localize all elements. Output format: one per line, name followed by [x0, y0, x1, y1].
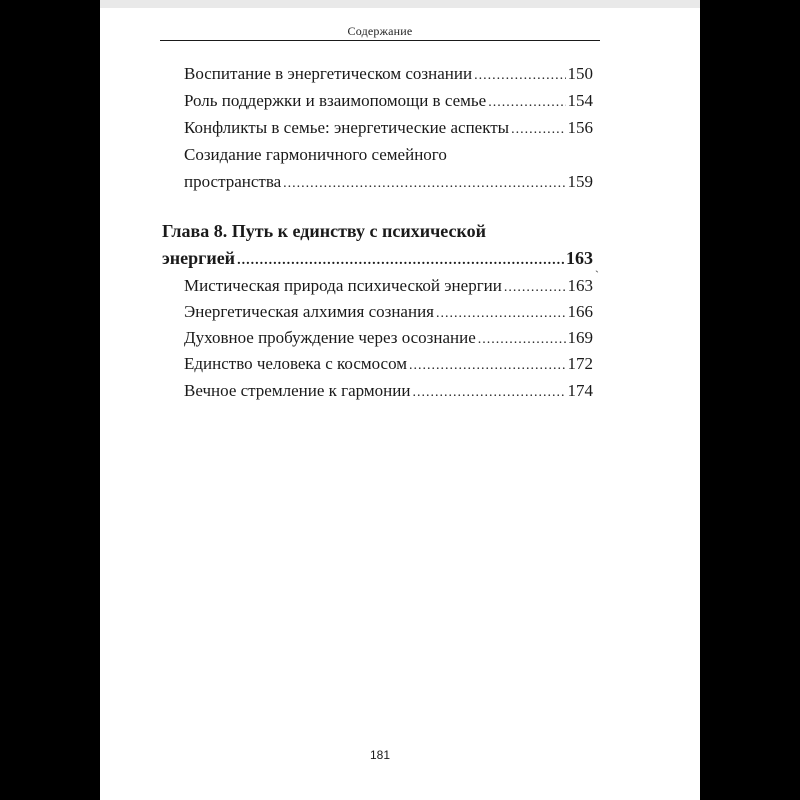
toc-entry-title: Конфликты в семье: энергетические аспекты — [184, 118, 510, 137]
toc-leader-dots — [474, 66, 565, 86]
chapter-title-line1: Глава 8. Путь к единству с психической — [162, 221, 486, 241]
toc-entry-page: 174 — [567, 381, 593, 400]
chapter-page: 163 — [566, 248, 593, 268]
toc-entry — [184, 354, 593, 376]
toc-entry-page: 166 — [567, 302, 593, 321]
toc-entry — [184, 276, 593, 298]
toc-entry-title: Энергетическая алхимия сознания — [184, 302, 434, 321]
toc-entry-title: Воспитание в энергетическом сознании — [184, 64, 473, 83]
toc-entry — [184, 145, 593, 165]
left-scan-border — [0, 0, 100, 800]
toc-entry-title: Роль поддержки и взаимопомощи в семье — [184, 91, 487, 110]
scan-mark: ˎ — [595, 259, 599, 273]
toc-entry-page: 156 — [567, 118, 593, 137]
toc-entry — [184, 64, 593, 86]
toc-entry — [184, 118, 593, 140]
toc-entry — [184, 91, 593, 113]
top-page-edge — [100, 0, 700, 8]
toc-entry — [184, 302, 593, 324]
chapter-heading — [162, 221, 593, 241]
toc-leader-dots — [283, 174, 565, 194]
toc-entry-page: 172 — [567, 354, 593, 373]
toc-entry-title: Мистическая природа психической энергии — [184, 276, 502, 295]
toc-leader-dots — [436, 304, 566, 324]
toc-entry-page: 154 — [567, 91, 593, 110]
toc-entry-title: Созидание гармоничного семейного — [184, 145, 447, 164]
toc-entry-title: пространства — [184, 172, 282, 191]
toc-entry — [184, 328, 593, 350]
toc-leader-dots — [488, 93, 565, 113]
right-scan-border — [700, 0, 800, 800]
chapter-title-line2: энергией — [162, 248, 236, 268]
toc-leader-dots — [504, 278, 566, 298]
toc-entry-title: Единство человека с космосом — [184, 354, 408, 373]
toc-leader-dots — [237, 251, 564, 271]
page-number: 181 — [369, 748, 391, 762]
toc-entry — [184, 172, 593, 194]
toc-leader-dots — [478, 330, 566, 350]
header-rule — [160, 40, 600, 41]
toc-entry-page: 169 — [567, 328, 593, 347]
toc-entry-title: Духовное пробуждение через осознание — [184, 328, 476, 347]
toc-leader-dots — [412, 383, 565, 403]
toc-leader-dots — [511, 120, 565, 140]
running-header: Содержание — [347, 24, 413, 38]
toc-entry-page: 163 — [567, 276, 593, 295]
toc-entry-page: 150 — [567, 64, 593, 83]
toc-leader-dots — [409, 356, 565, 376]
chapter-heading-continued — [162, 248, 593, 271]
toc-entry-page: 159 — [567, 172, 593, 191]
toc-entry — [184, 381, 593, 403]
toc-entry-title: Вечное стремление к гармонии — [184, 381, 411, 400]
